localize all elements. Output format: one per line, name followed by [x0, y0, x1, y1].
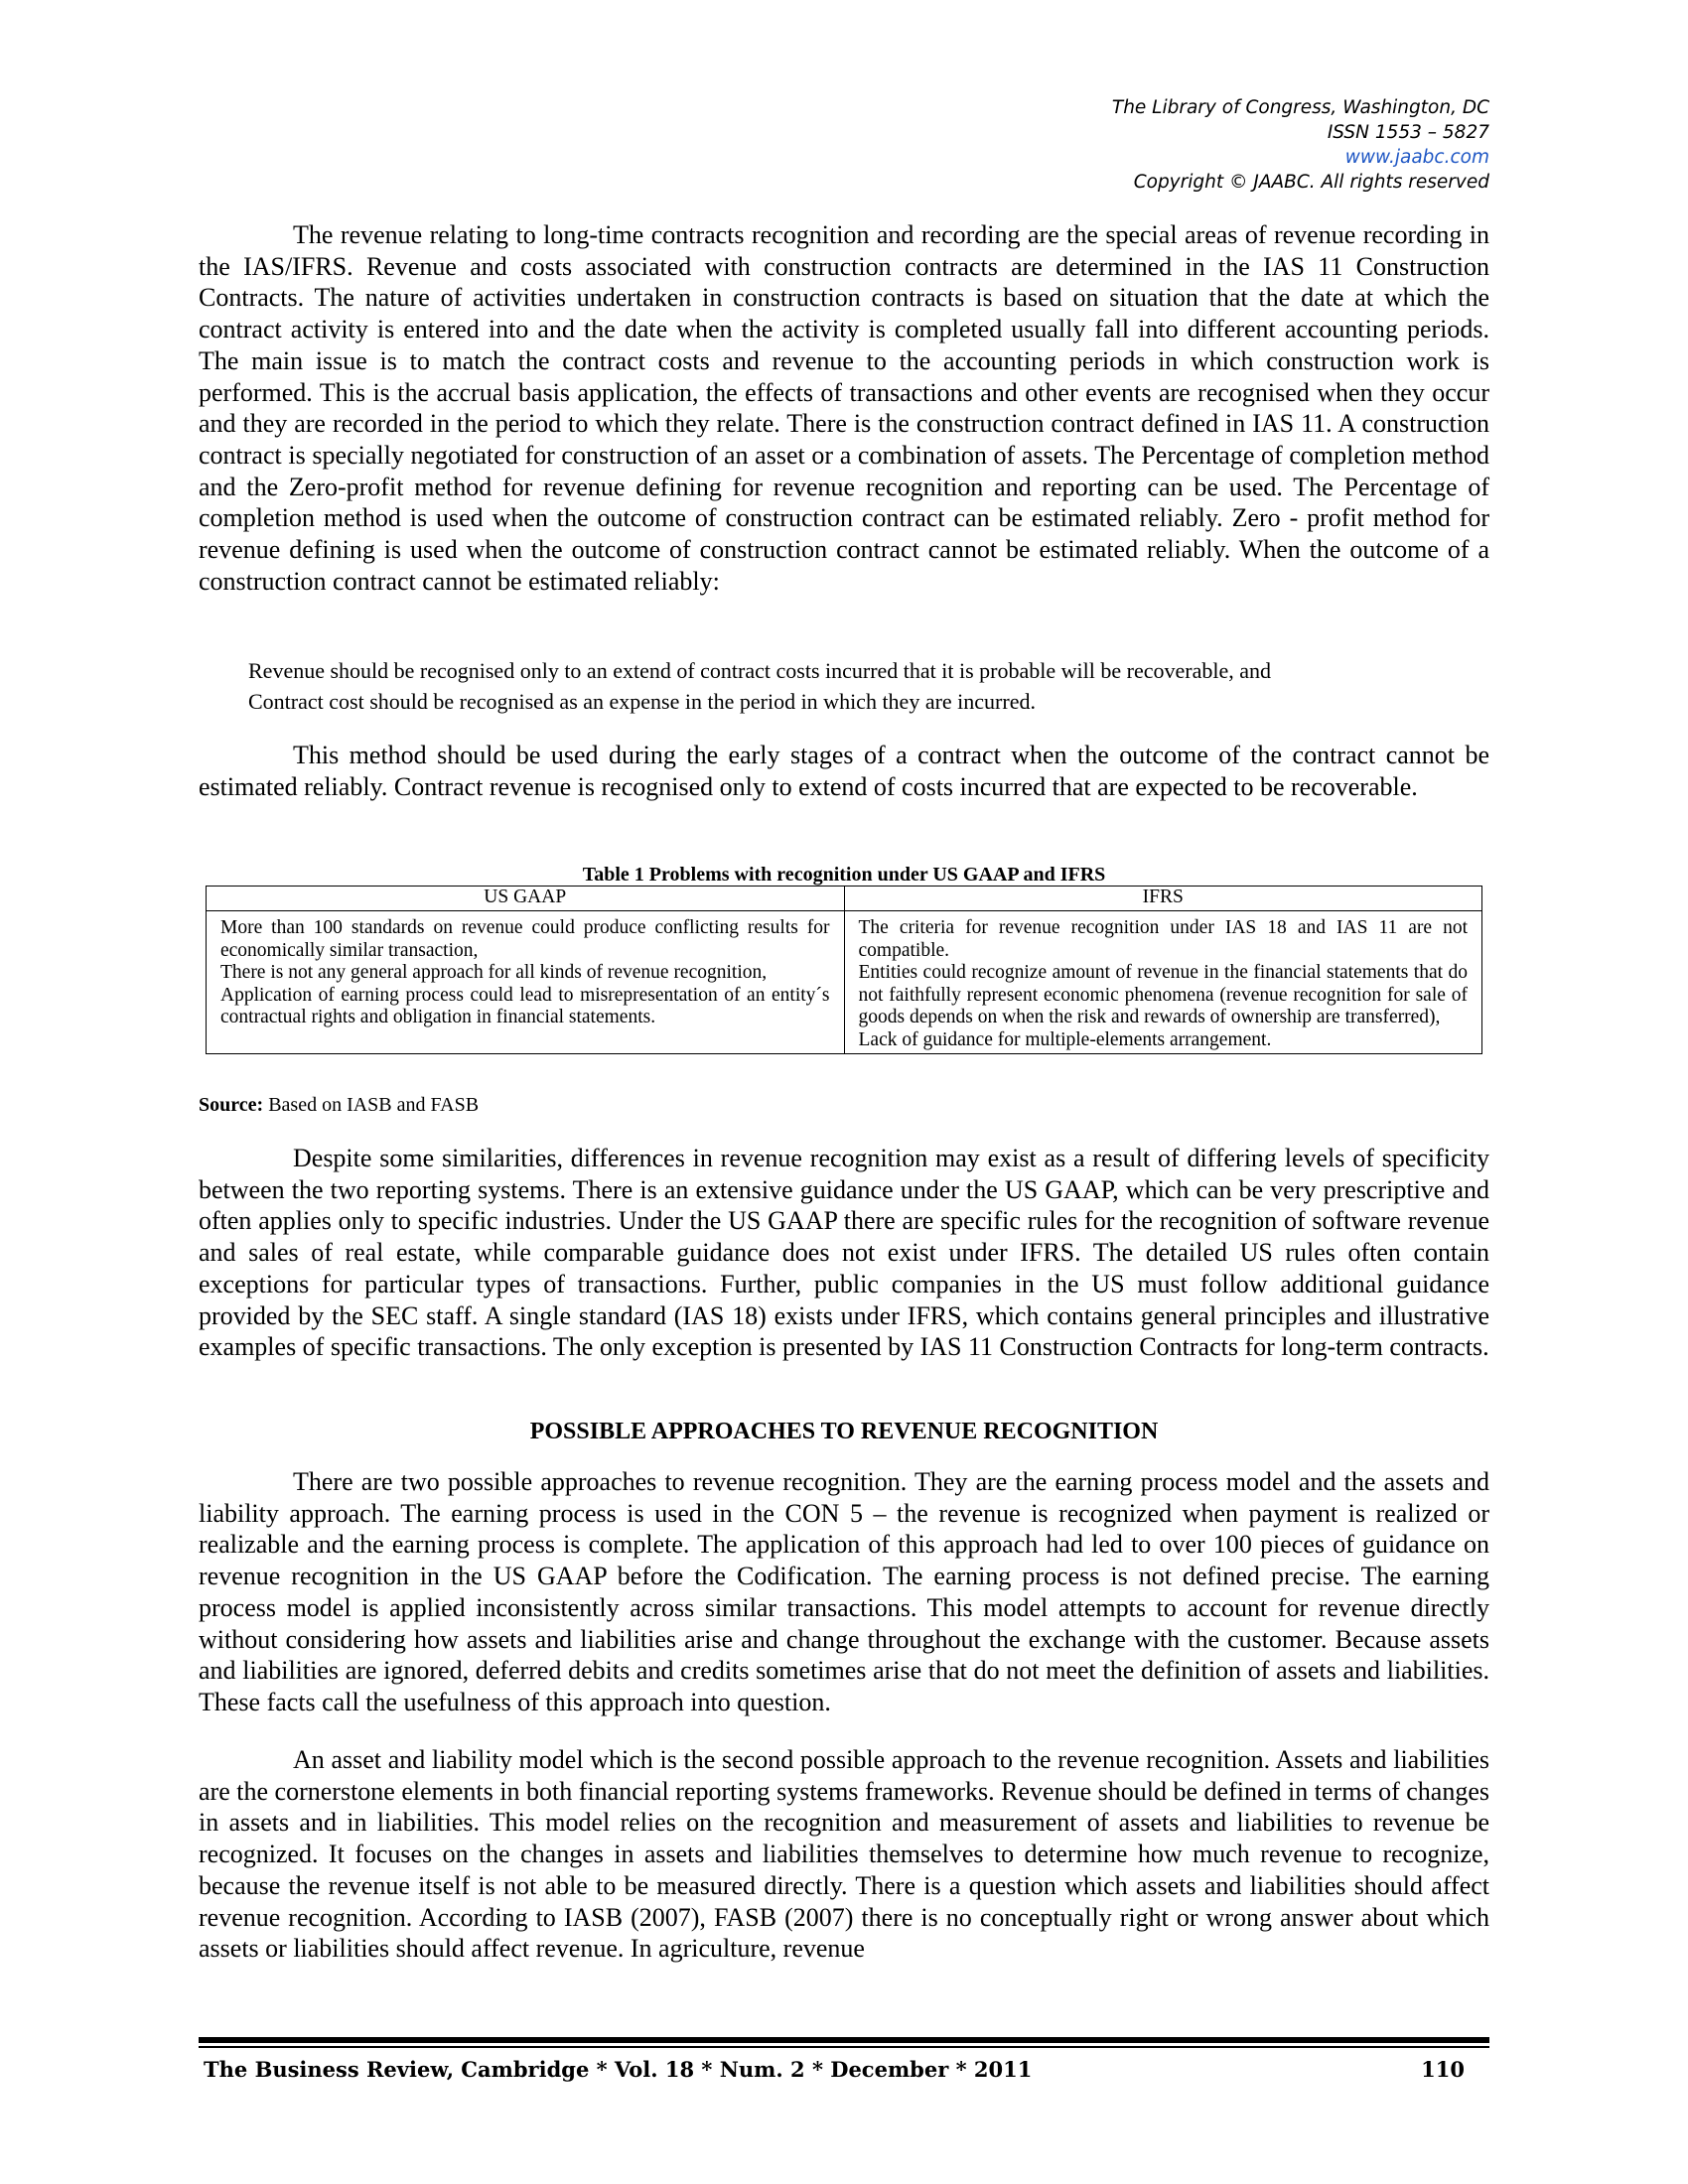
header-issn: ISSN 1553 – 5827 [1327, 122, 1489, 143]
column-header-us-gaap: US GAAP [207, 887, 845, 911]
recognition-conditions-list [248, 655, 1489, 717]
paragraph-early-stages [199, 740, 1489, 802]
list-item: There is not any general approach for all kinds of revenue recognition, [220, 962, 768, 983]
paragraph-long-time-contracts [199, 219, 1489, 597]
source-label: Source: [199, 1094, 264, 1116]
comparison-table [206, 886, 1482, 1054]
footer-divider-thin [199, 2046, 1489, 2048]
list-item: Application of earning process could lead to misrepresentation of an entity´s contractual rights and obligation in financial statements. [220, 984, 830, 1027]
table-source-note [199, 1094, 479, 1117]
list-item: More than 100 standards on revenue could produce conflicting results for economically similar transaction, [220, 917, 830, 961]
paragraph-text: Despite some similarities, differences in revenue recognition may exist as a result of differing levels of specificity between the two reporting systems. There is an extensive guidance under the US GAAP, which can be very prescriptive and often applies only to specific industries. Under the US GAAP there are specific rules for the recognition of software revenue and sales of real estate, while comparable guidance does not exist under IFRS. The detailed US rules often contain exceptions for particular types of transactions. Further, public companies in the US must follow additional guidance provided by the SEC staff. A single standard (IAS 18) exists under IFRS, which contains general principles and illustrative examples of specific transactions. The only exception is presented by IAS 11 Construction Contracts for long-term contracts. [199, 1144, 1489, 1362]
footer-divider-thick [199, 2037, 1489, 2043]
running-header [1112, 95, 1489, 195]
header-copyright: Copyright © JAABC. All rights reserved [1133, 172, 1489, 193]
table-header-row [207, 887, 1482, 911]
list-item: Lack of guidance for multiple-elements arrangement. [858, 1028, 1272, 1050]
ifrs-cell [844, 911, 1482, 1054]
header-library: The Library of Congress, Washington, DC [1111, 97, 1489, 118]
page-number: 110 [1421, 2057, 1465, 2082]
column-header-ifrs: IFRS [844, 887, 1482, 911]
header-url-link[interactable]: www.jaabc.com [1344, 147, 1489, 168]
section-heading: POSSIBLE APPROACHES TO REVENUE RECOGNITION [529, 1419, 1159, 1444]
paragraph-differences [199, 1143, 1489, 1363]
paragraph-asset-liability-model [199, 1744, 1489, 1965]
table-row [207, 911, 1482, 1054]
paragraph-text: The revenue relating to long-time contracts recognition and recording are the special areas of revenue recording in the IAS/IFRS. Revenue and costs associated with construction contracts are determined in the IAS 11 Construction Contracts. The nature of activities undertaken in construction contracts is based on situation that the date at which the contract activity is entered into and the date when the activity is completed usually fall into different accounting periods. The main issue is to match the contract costs and revenue to the accounting periods in which construction work is performed. This is the accrual basis application, the effects of transactions and other events are recognised when they occur and they are recorded in the period to which they relate. There is the construction contract defined in IAS 11. A construction contract is specially negotiated for construction of an asset or a combination of assets. The Percentage of completion method and the Zero-profit method for revenue defining for revenue recognition and reporting can be used. The Percentage of completion method is used when the outcome of construction contract can be estimated reliably. Zero - profit method for revenue defining is used when the outcome of construction contract cannot be estimated reliably. When the outcome of a construction contract cannot be estimated reliably: [199, 220, 1489, 596]
paragraph-text: An asset and liability model which is the second possible approach to the revenue recognition. Assets and liabilities are the cornerstone elements in both financial reporting systems frameworks. Revenue should be defined in terms of changes in assets and in liabilities. This model relies on the recognition and measurement of assets and liabilities to revenue be recognized. It focuses on the changes in assets and liabilities themselves to determine how much revenue to recognize, because the revenue itself is not able to be measured directly. There is a question which assets and liabilities should affect revenue recognition. According to IASB (2007), FASB (2007) there is no conceptually right or wrong answer about which assets or liabilities should affect revenue. In agriculture, revenue [199, 1745, 1489, 1964]
source-text: Based on IASB and FASB [263, 1094, 480, 1116]
list-item: Contract cost should be recognised as an expense in the period in which they are incurred. [248, 689, 1036, 714]
list-item: Revenue should be recognised only to an extend of contract costs incurred that it is probable will be recoverable, and [248, 658, 1271, 683]
list-item: Entities could recognize amount of revenue in the financial statements that do not faithfully represent economic phenomena (revenue recognition for sale of goods depends on when the risk and rewards of ownership are transferred), [858, 962, 1468, 1027]
paragraph-text: There are two possible approaches to revenue recognition. They are the earning process model and the assets and liability approach. The earning process is used in the CON 5 – the revenue is recognized when payment is realized or realizable and the earning process is complete. The application of this approach had led to over 100 pieces of guidance on revenue recognition in the US GAAP before the Codification. The earning process is not defined precise. The earning process model is applied inconsistently across similar transactions. This model attempts to account for revenue directly without considering how assets and liabilities arise and change throughout the exchange with the customer. Because assets and liabilities are ignored, deferred debits and credits sometimes arise that do not meet the definition of assets and liabilities. These facts call the usefulness of this approach into question. [199, 1467, 1489, 1716]
paragraph-text: This method should be used during the early stages of a contract when the outcome of the contract cannot be estimated reliably. Contract revenue is recognised only to extend of costs incurred that are expected to be recoverable. [199, 741, 1489, 801]
footer-journal-info: The Business Review, Cambridge * Vol. 18 * Num. 2 * December * 2011 [204, 2057, 1033, 2082]
us-gaap-cell [207, 911, 845, 1054]
paragraph-earning-process [199, 1466, 1489, 1718]
list-item: The criteria for revenue recognition under IAS 18 and IAS 11 are not compatible. [858, 917, 1468, 961]
table-caption: Table 1 Problems with recognition under US GAAP and IFRS [582, 864, 1106, 886]
